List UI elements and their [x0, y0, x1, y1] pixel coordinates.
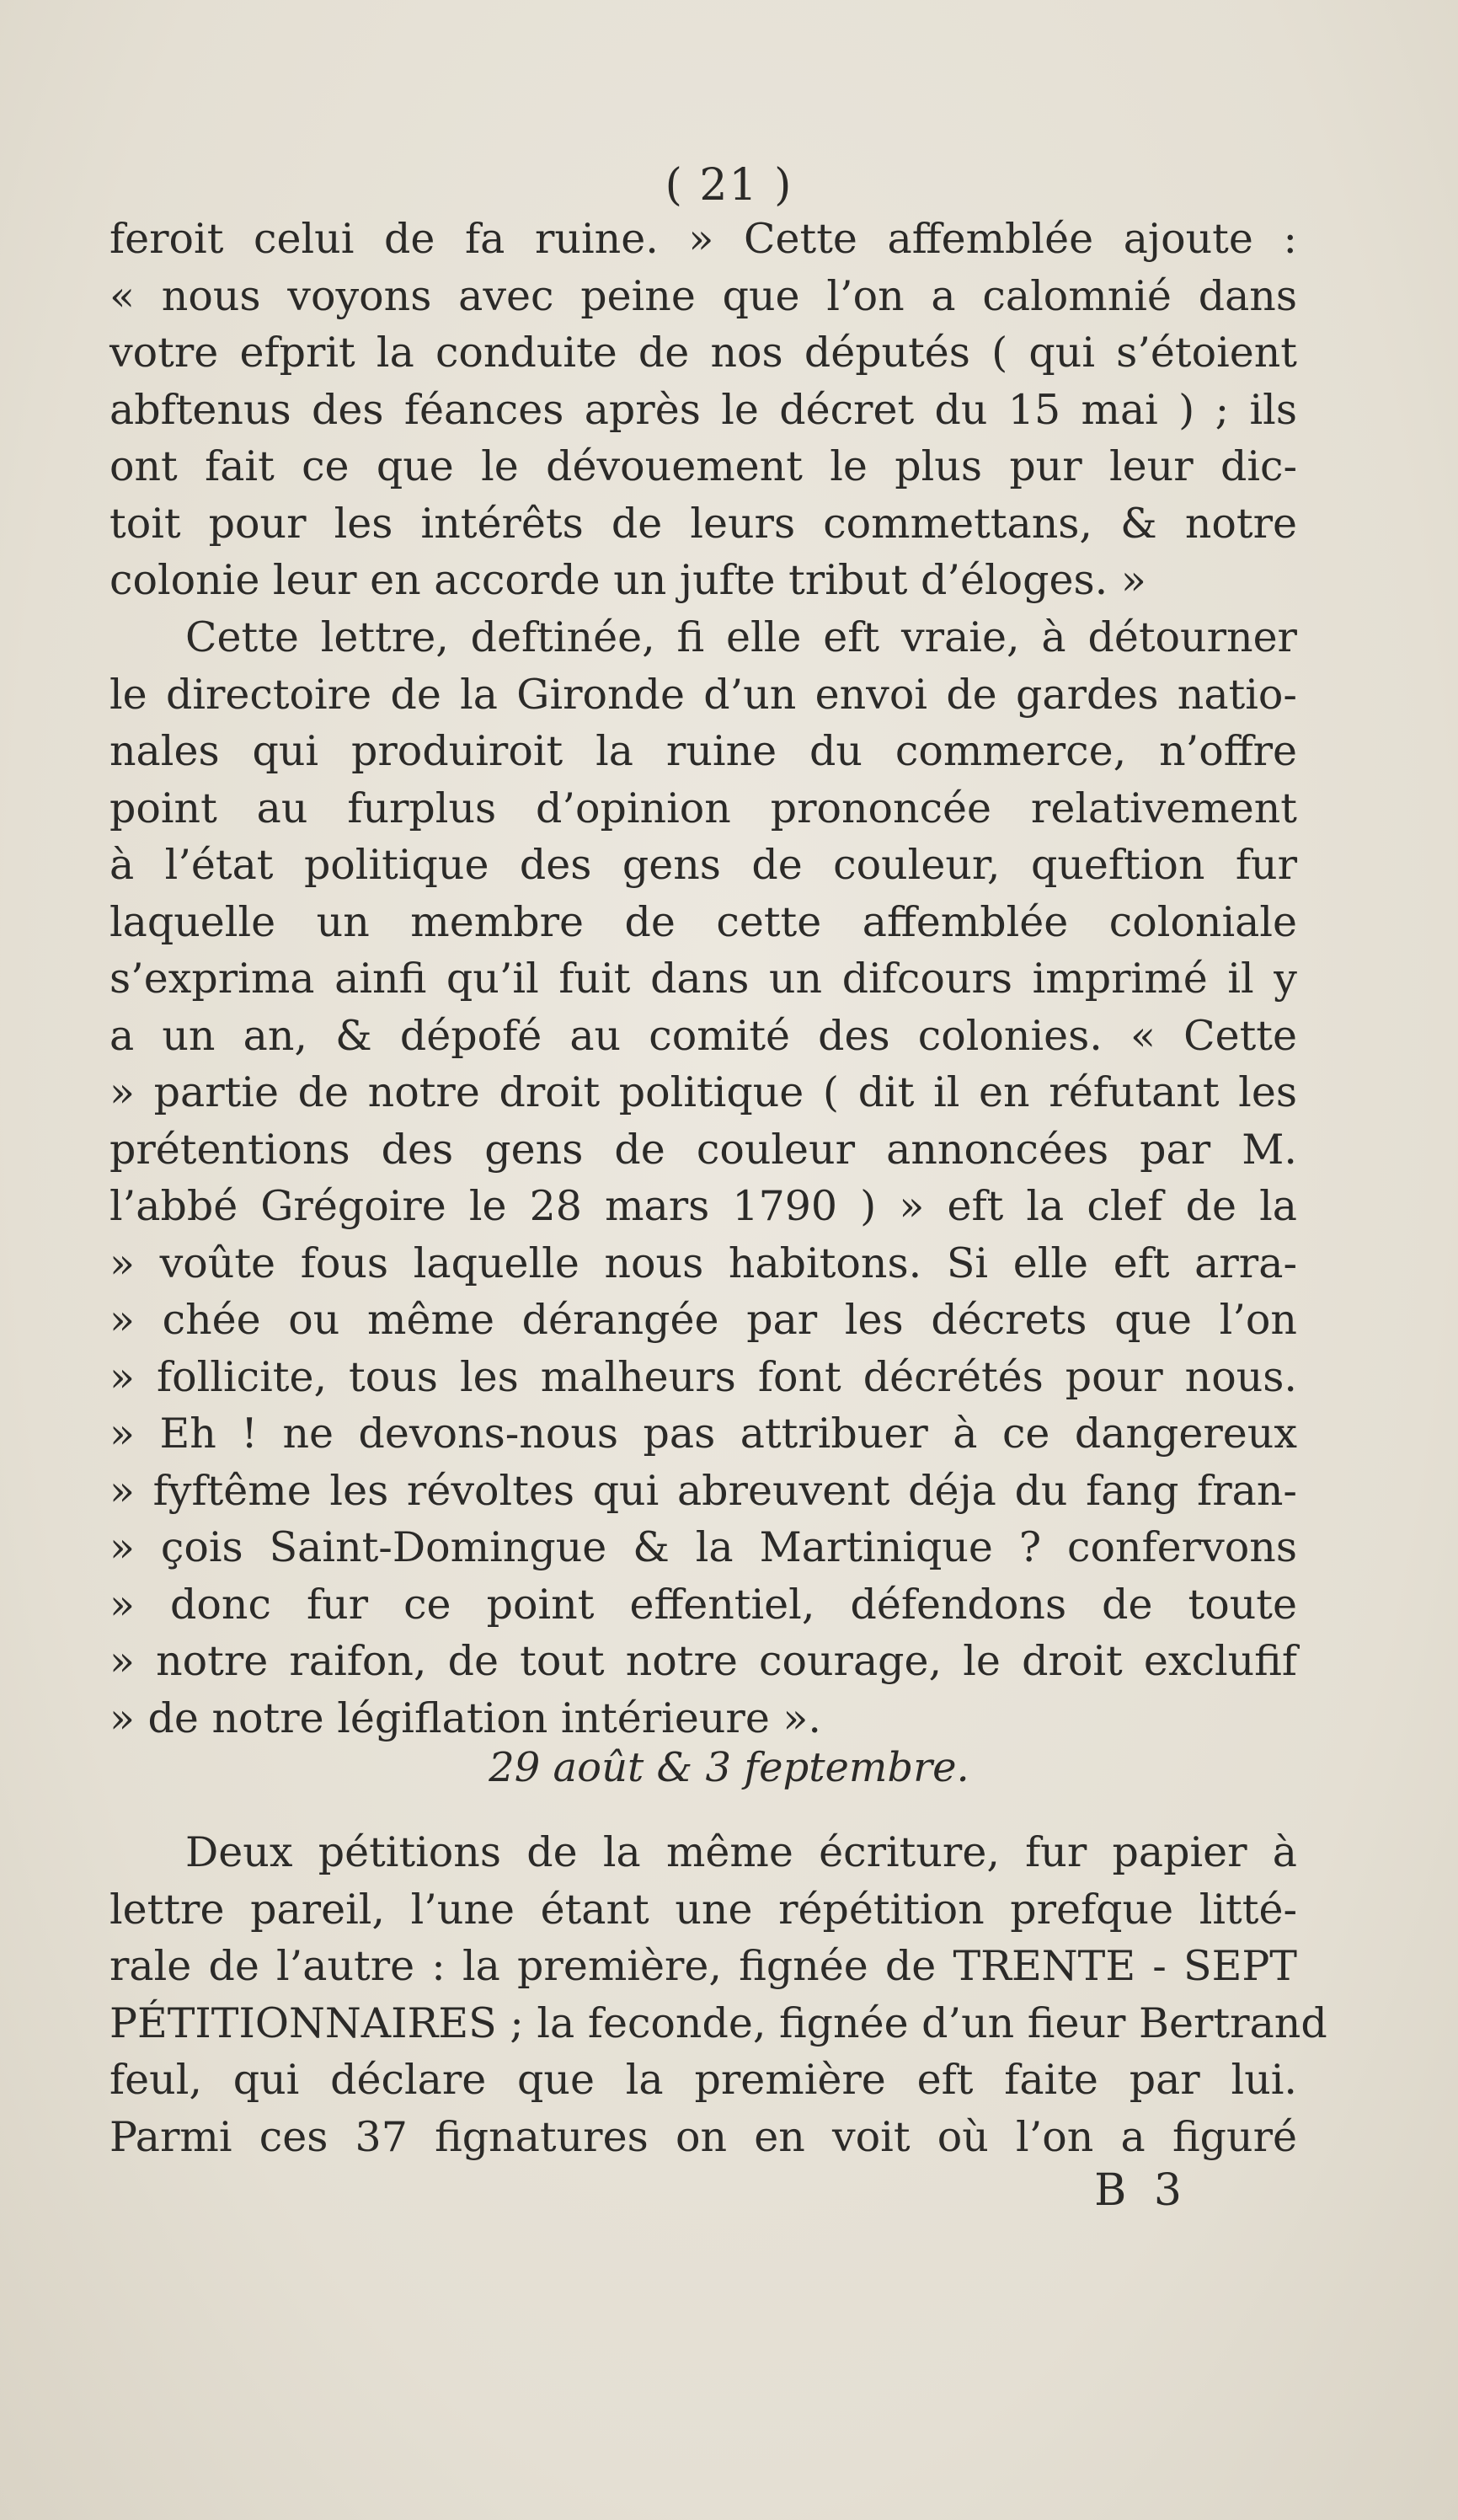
text-line: » çois Saint-Domingue & la Martinique ? confervons — [109, 1523, 1297, 1571]
text-line: » donc fur ce point effentiel, défendons de toute — [109, 1580, 1297, 1629]
text-line: toit pour les intérêts de leurs commettans, & notre — [109, 499, 1297, 548]
text-line: » chée ou même dérangée par les décrets que l’on — [109, 1296, 1297, 1344]
text-line: Cette lettre, deftinée, fi elle eft vraie, à détourner — [185, 613, 1297, 661]
text-line: prétentions des gens de couleur annoncées par M. — [109, 1125, 1297, 1174]
signature-mark: B 3 — [1094, 2165, 1188, 2216]
paragraph-3 — [109, 1824, 1327, 2165]
text-line: lettre pareil, l’une étant une répétition prefque litté- — [109, 1885, 1297, 1934]
text-line: » partie de notre droit politique ( dit il en réfutant les — [109, 1068, 1297, 1116]
text-line: » Eh ! ne devons-nous pas attribuer à ce dangereux — [109, 1410, 1297, 1458]
text-line: feul, qui déclare que la première eft faite par lui. — [109, 2056, 1297, 2104]
text-line: s’exprima ainfi qu’il fuit dans un difcours imprimé il y — [109, 955, 1297, 1003]
text-line: feroit celui de fa ruine. » Cette affemblée ajoute : — [109, 215, 1297, 263]
text-line: » fyftême les révoltes qui abreuvent déja du fang fran- — [109, 1466, 1297, 1515]
text-line: à l’état politique des gens de couleur, queftion fur — [109, 841, 1297, 889]
text-line: l’abbé Grégoire le 28 mars 1790 ) » eft la clef de la — [109, 1182, 1297, 1230]
paragraph-2 — [109, 609, 1297, 1747]
paragraph-1 — [109, 211, 1297, 609]
text-line: laquelle un membre de cette affemblée coloniale — [109, 897, 1297, 946]
text-line: le directoire de la Gironde d’un envoi de gardes natio- — [109, 670, 1297, 719]
text-line: a un an, & dépofé au comité des colonies. « Cette — [109, 1011, 1297, 1060]
text-line: « nous voyons avec peine que l’on a calomnié dans — [109, 271, 1297, 320]
text-line: Parmi ces 37 fignatures on en voit où l’on a figuré — [109, 2112, 1297, 2161]
text-line: » notre raifon, de tout notre courage, le droit exclufif — [109, 1637, 1297, 1685]
text-line: colonie leur en accorde un jufte tribut d’éloges. » — [109, 556, 1146, 604]
text-line: » voûte fous laquelle nous habitons. Si elle eft arra- — [109, 1239, 1297, 1287]
text-line: point au furplus d’opinion prononcée relativement — [109, 784, 1297, 832]
text-line: rale de l’autre : la première, fignée de TRENTE - SEPT — [109, 1942, 1297, 1990]
text-line: abftenus des féances après le décret du 15 mai ) ; ils — [109, 385, 1297, 434]
text-line: » follicite, tous les malheurs font décrétés pour nous. — [109, 1352, 1297, 1401]
text-line: PÉTITIONNAIRES ; la feconde, fignée d’un fieur Bertrand — [109, 1998, 1327, 2047]
page-number: ( 21 ) — [665, 160, 793, 211]
text-line: votre efprit la conduite de nos députés ( qui s’étoient — [109, 329, 1297, 377]
text-line: ont fait ce que le dévouement le plus pur leur dic- — [109, 442, 1297, 490]
date-heading: 29 août & 3 feptembre. — [489, 1744, 969, 1791]
text-line: nales qui produiroit la ruine du commerce, n’offre — [109, 727, 1297, 775]
text-line: » de notre légiflation intérieure ». — [109, 1693, 821, 1742]
text-line: Deux pétitions de la même écriture, fur papier à — [185, 1828, 1297, 1876]
